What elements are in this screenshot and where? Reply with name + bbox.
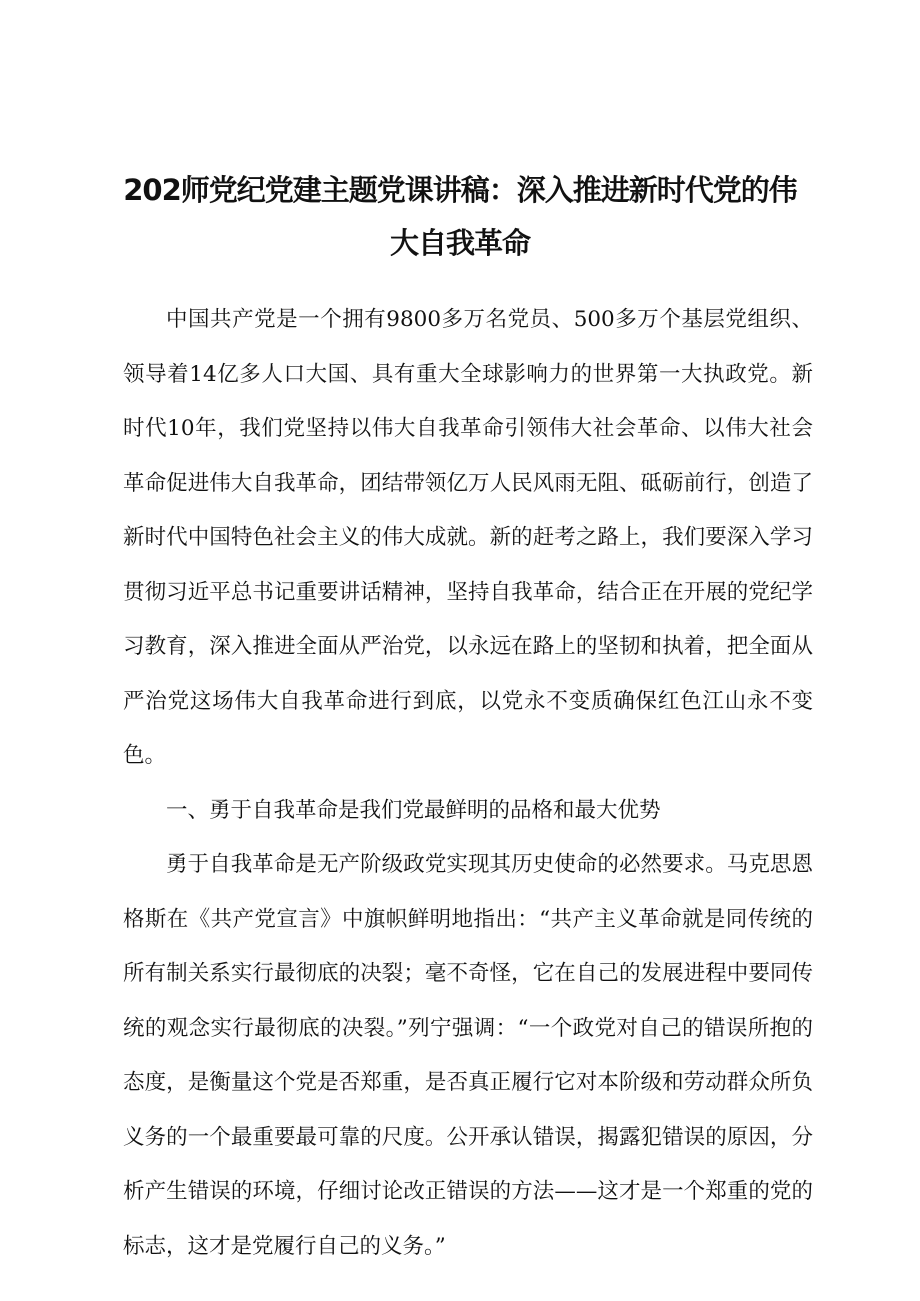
document-body: [123, 293, 813, 1274]
document-title-line-1: 202师党纪党建主题党课讲稿：深入推进新时代党的伟: [123, 173, 797, 207]
paragraph-section-1: 勇于自我革命是无产阶级政党实现其历史使命的必然要求。马克思恩格斯在《共产党宣言》中旗帜鲜明地指出：“共产主义革命就是同传统的所有制关系实行最彻底的决裂；毫不奇怪，它在自己的发展进程中要同传统的观念实行最彻底的决裂。”列宁强调：“一个政党对自己的错误所抱的态度，是衡量这个党是否郑重，是否真正履行它对本阶级和劳动群众所负义务的一个最重要最可靠的尺度。公开承认错误，揭露犯错误的原因，分析产生错误的环境，仔细讨论改正错误的方法——这才是一个郑重的党的标志，这才是党履行自己的义务。”: [123, 852, 813, 1259]
document-title-line-2: 大自我革命: [389, 226, 530, 260]
paragraph-intro: 中国共产党是一个拥有9800多万名党员、500多万个基层党组织、领导着14亿多人口大国、具有重大全球影响力的世界第一大执政党。新时代10年，我们党坚持以伟大自我革命引领伟大社会革命、以伟大社会革命促进伟大自我革命，团结带领亿万人民风雨无阻、砥砺前行，创造了新时代中国特色社会主义的伟大成就。新的赶考之路上，我们要深入学习贯彻习近平总书记重要讲话精神，坚持自我革命，结合正在开展的党纪学习教育，深入推进全面从严治党，以永远在路上的坚韧和执着，把全面从严治党这场伟大自我革命进行到底，以党永不变质确保红色江山永不变色。: [123, 307, 813, 768]
section-heading-1: 一、勇于自我革命是我们党最鲜明的品格和最大优势: [166, 797, 661, 823]
